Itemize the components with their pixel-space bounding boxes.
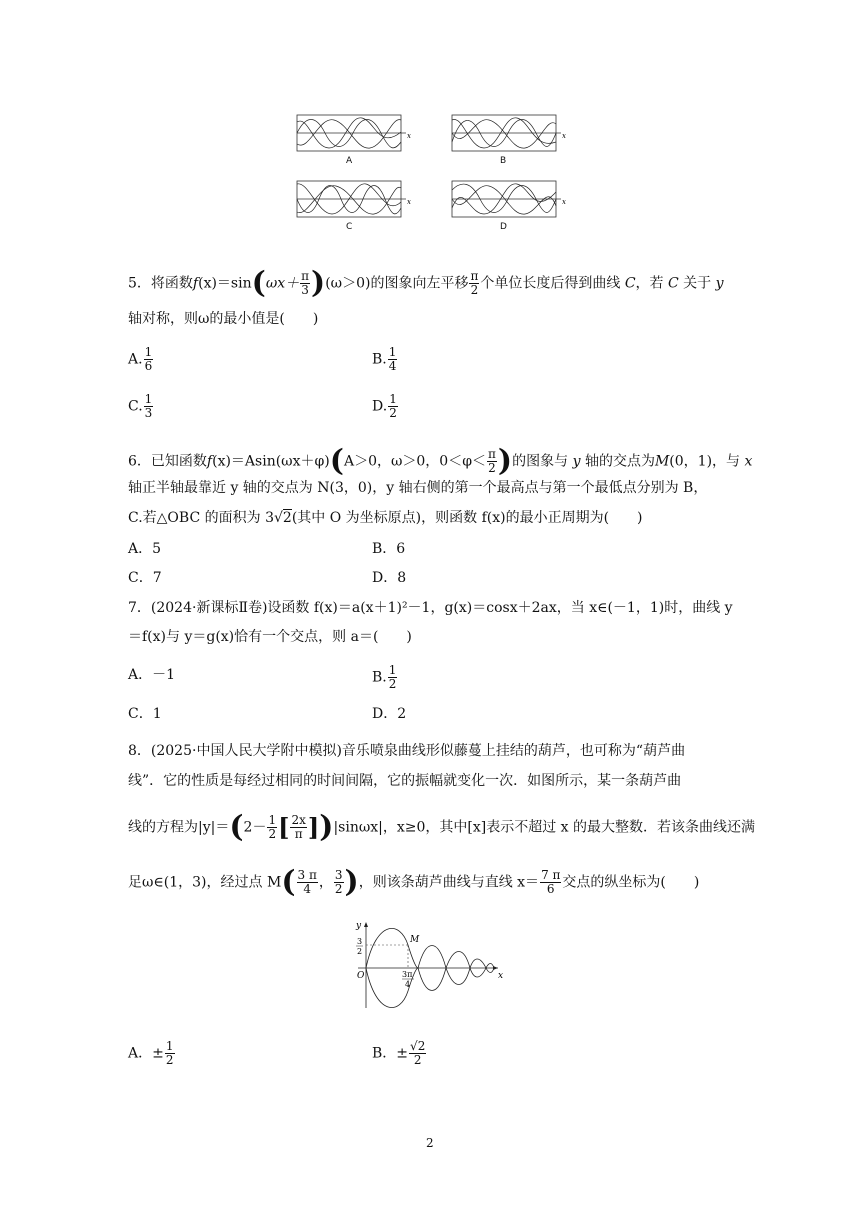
fig4-axis-label-a: x: [407, 132, 411, 140]
fig4-graph-a: [294, 112, 414, 154]
svg-text:y: y: [356, 921, 362, 931]
q7-option-c[interactable]: C．1: [128, 706, 162, 722]
fig4-axis-label-d: x: [562, 198, 566, 206]
q6-option-b[interactable]: B．6: [372, 541, 406, 557]
q7-option-d[interactable]: D．2: [372, 706, 407, 722]
fig4-axis-label-c: x: [407, 198, 411, 206]
q6-line1: 6．已知函数f(x)＝Asin(ωx＋φ)(A＞0，ω＞0，0＜φ＜ $\frac{\pi}{2}$ )的图象与 y 轴的交点为M(0，1)，与 x: [128, 443, 753, 479]
fig4-label-a: A: [346, 156, 353, 166]
q5-option-b[interactable]: B. $\frac{1}{4}$: [372, 345, 397, 373]
svg-text:x: x: [498, 971, 504, 981]
q8-line4: 足ω∈(1，3)，经过点 M( $\frac{3 \pi}{4}$ ， $\frac{3}{2}$ )，则该条葫芦曲线与直线 x＝ $\frac{7 \pi}{6}$ 交点的纵坐标为( ): [128, 864, 700, 900]
fig4-label-c: C: [346, 222, 353, 232]
fig4-graph-d: [449, 178, 569, 220]
q7-option-a[interactable]: A．－1: [128, 667, 176, 683]
page-number: 2: [426, 1136, 434, 1150]
q6-option-c[interactable]: C．7: [128, 570, 162, 586]
svg-text:4: 4: [405, 980, 411, 989]
fig4-axis-label-b: x: [562, 132, 566, 140]
svg-text:2: 2: [357, 947, 363, 956]
fig4-label-b: B: [500, 156, 507, 166]
q5-line1: 5．将函数f(x)＝sin(ωx＋ $\frac{\pi}{3}$ )(ω＞0)的图象向左平移 $\frac{\pi}{2}$ 个单位长度后得到曲线 C，若 C 关于 y: [128, 265, 724, 301]
q8-gourd-curve-figure: [348, 918, 508, 1010]
svg-text:3π: 3π: [402, 970, 413, 979]
q8-line3: 线的方程为|y|＝(2－ $\frac{1}{2}$ [ $\frac{2x}{\pi}$ ])|sinωx|，x≥0，其中[x]表示不超过 x 的最大整数．若该条曲线还满: [128, 809, 756, 845]
q7-option-b[interactable]: B. $\frac{1}{2}$: [372, 663, 397, 691]
q5-option-a[interactable]: A. $\frac{1}{6}$: [128, 345, 153, 373]
sqrt-icon: √: [273, 510, 283, 526]
q6-line2: 轴正半轴最靠近 y 轴的交点为 N(3，0)，y 轴右侧的第一个最高点与第一个最低点分别为 B，: [128, 480, 708, 496]
fig4-graph-c: [294, 178, 414, 220]
q5-line2: 轴对称，则ω的最小值是( ): [128, 311, 319, 327]
q7-line1: 7．(2024·新课标Ⅱ卷)设函数 f(x)＝a(x＋1)²－1，g(x)＝cosx＋2ax，当 x∈(－1，1)时，曲线 y: [128, 600, 733, 616]
q8-option-a[interactable]: A．± $\frac{1}{2}$: [128, 1039, 174, 1067]
q6-line3: C.若△OBC 的面积为 3√2(其中 O 为坐标原点)，则函数 f(x)的最小正周期为( ): [128, 510, 643, 526]
q5-option-c[interactable]: C. $\frac{1}{3}$: [128, 392, 153, 420]
q8-line1: 8．(2025·中国人民大学附中模拟)音乐喷泉曲线形似藤蔓上挂结的葫芦，也可称为“葫芦曲: [128, 743, 686, 759]
q7-line2: ＝f(x)与 y＝g(x)恰有一个交点，则 a＝( ): [128, 629, 412, 645]
svg-text:3: 3: [357, 937, 363, 946]
svg-text:M: M: [410, 935, 420, 945]
svg-text:O: O: [357, 971, 365, 981]
q5-option-d[interactable]: D. $\frac{1}{2}$: [372, 392, 397, 420]
q8-line2: 线”．它的性质是每经过相同的时间间隔，它的振幅就变化一次．如图所示，某一条葫芦曲: [128, 773, 682, 789]
q6-option-d[interactable]: D．8: [372, 570, 407, 586]
q6-option-a[interactable]: A．5: [128, 541, 162, 557]
sqrt-icon: √: [410, 1039, 418, 1053]
q8-option-b[interactable]: B．± $\frac{√2}{2}$: [372, 1039, 426, 1067]
fig4-graph-b: [449, 112, 569, 154]
fig4-label-d: D: [500, 222, 507, 232]
